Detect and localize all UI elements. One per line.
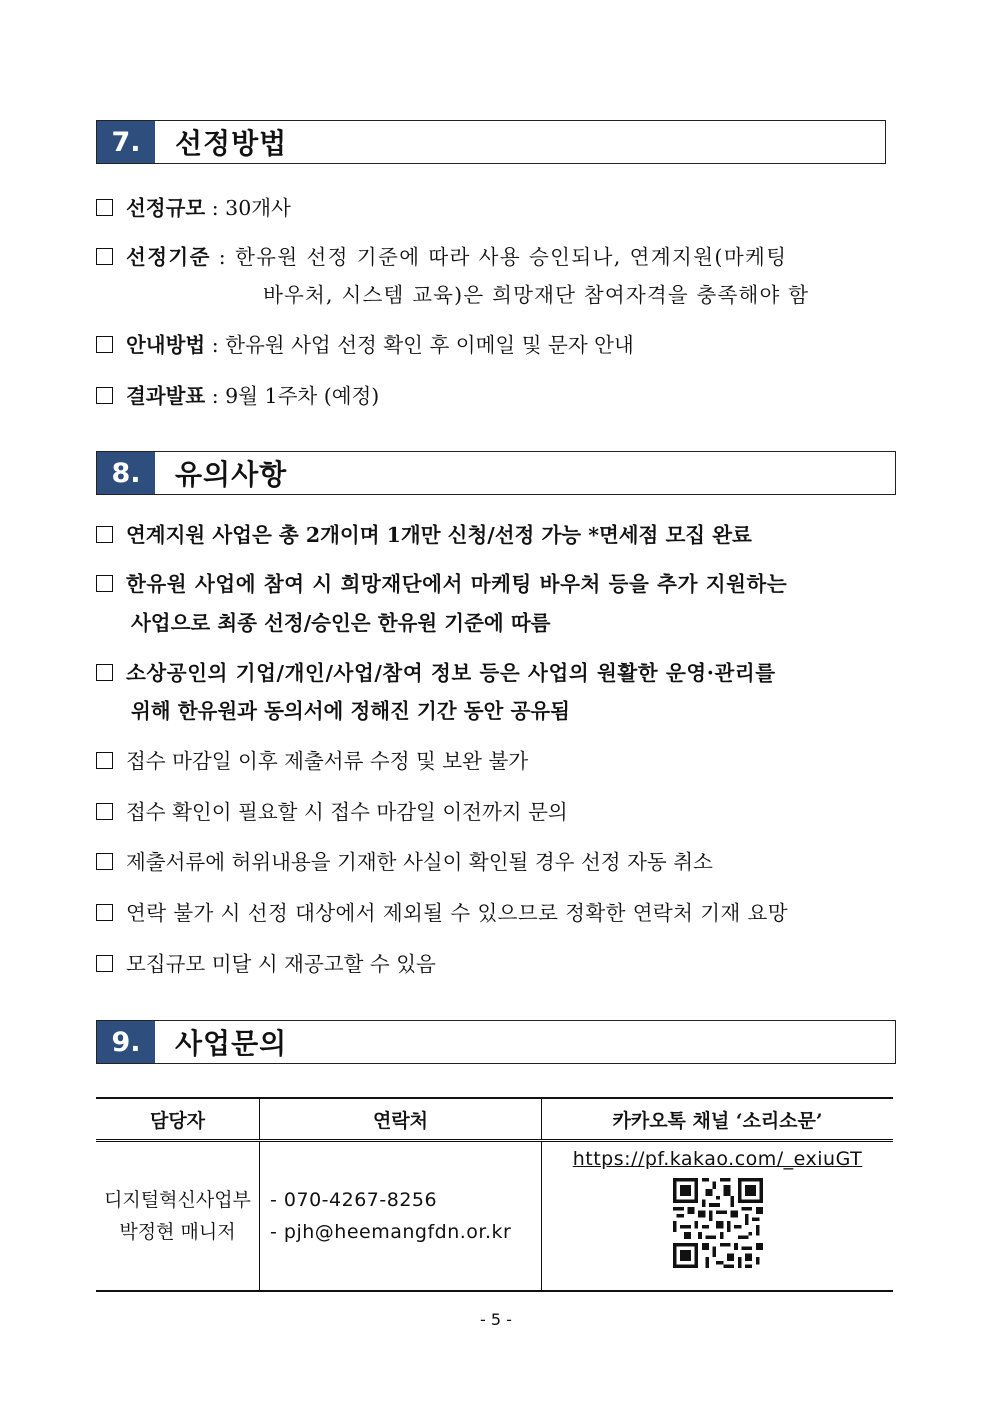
- checkbox-square-icon: [96, 575, 113, 592]
- list-item: 안내방법 : 한유원 사업 선정 확인 후 이메일 및 문자 안내: [96, 326, 634, 364]
- list-item: 연락 불가 시 선정 대상에서 제외될 수 있으므로 정확한 연락처 기재 요망: [96, 894, 788, 932]
- section-number: 9.: [97, 1021, 155, 1063]
- section-number: 8.: [97, 452, 155, 494]
- section-8-header: [96, 451, 896, 495]
- checkbox-square-icon: [96, 904, 113, 921]
- checkbox-square-icon: [96, 664, 113, 681]
- phone-number: - 070-4267-8256: [270, 1189, 438, 1211]
- checkbox-square-icon: [96, 387, 113, 404]
- checkbox-square-icon: [96, 526, 113, 543]
- section-7-header: [96, 120, 886, 164]
- page-number: - 5 -: [480, 1310, 512, 1329]
- qr-code-icon: [673, 1178, 763, 1268]
- email-link[interactable]: - pjh@heemangfdn.or.kr: [270, 1221, 512, 1243]
- section-title: 선정방법: [175, 127, 288, 160]
- list-item-continuation: 사업으로 최종 선정/승인은 한유원 기준에 따름: [131, 611, 551, 635]
- checkbox-square-icon: [96, 803, 113, 820]
- list-item: 선정규모 : 30개사: [96, 189, 291, 227]
- contact-info-cell: [260, 1141, 542, 1292]
- list-item-continuation: 바우처, 시스템 교육)은 희망재단 참여자격을 충족해야 함: [263, 283, 810, 307]
- kakao-channel-cell: [542, 1141, 894, 1292]
- checkbox-square-icon: [96, 199, 113, 216]
- checkbox-square-icon: [96, 853, 113, 870]
- column-header: 담당자: [96, 1098, 260, 1141]
- contact-table: [96, 1097, 893, 1292]
- list-item: 연계지원 사업은 총 2개이며 1개만 신청/선정 가능 *면세점 모집 완료: [96, 516, 752, 554]
- table-header-row: [96, 1098, 893, 1141]
- section-title: 사업문의: [175, 1027, 288, 1060]
- kakao-channel-link[interactable]: https://pf.kakao.com/_exiuGT: [572, 1148, 863, 1170]
- list-item: 제출서류에 허위내용을 기재한 사실이 확인될 경우 선정 자동 취소: [96, 843, 713, 881]
- column-header: 카카오톡 채널 ‘소리소문’: [542, 1098, 894, 1141]
- column-header: 연락처: [260, 1098, 542, 1141]
- checkbox-square-icon: [96, 955, 113, 972]
- list-item: 결과발표 : 9월 1주차 (예정): [96, 377, 379, 415]
- list-item: 한유원 사업에 참여 시 희망재단에서 마케팅 바우처 등을 추가 지원하는: [96, 565, 787, 603]
- section-9-header: [96, 1020, 896, 1064]
- table-row: [96, 1141, 893, 1292]
- section-title: 유의사항: [175, 458, 288, 491]
- section-number: 7.: [97, 121, 155, 163]
- list-item: 모집규모 미달 시 재공고할 수 있음: [96, 945, 436, 983]
- list-item: 접수 마감일 이후 제출서류 수정 및 보완 불가: [96, 742, 528, 780]
- checkbox-square-icon: [96, 248, 113, 265]
- list-item: 선정기준 : 한유원 선정 기준에 따라 사용 승인되나, 연계지원(마케팅: [96, 238, 787, 276]
- person-name: 박정현 매니저: [119, 1221, 236, 1243]
- checkbox-square-icon: [96, 752, 113, 769]
- list-item: 접수 확인이 필요할 시 접수 마감일 이전까지 문의: [96, 793, 568, 831]
- department: 디지털혁신사업부: [104, 1189, 251, 1211]
- contact-person-cell: [96, 1141, 260, 1292]
- list-item-continuation: 위해 한유원과 동의서에 정해진 기간 동안 공유됨: [131, 699, 570, 723]
- checkbox-square-icon: [96, 336, 113, 353]
- list-item: 소상공인의 기업/개인/사업/참여 정보 등은 사업의 원활한 운영·관리를: [96, 654, 776, 692]
